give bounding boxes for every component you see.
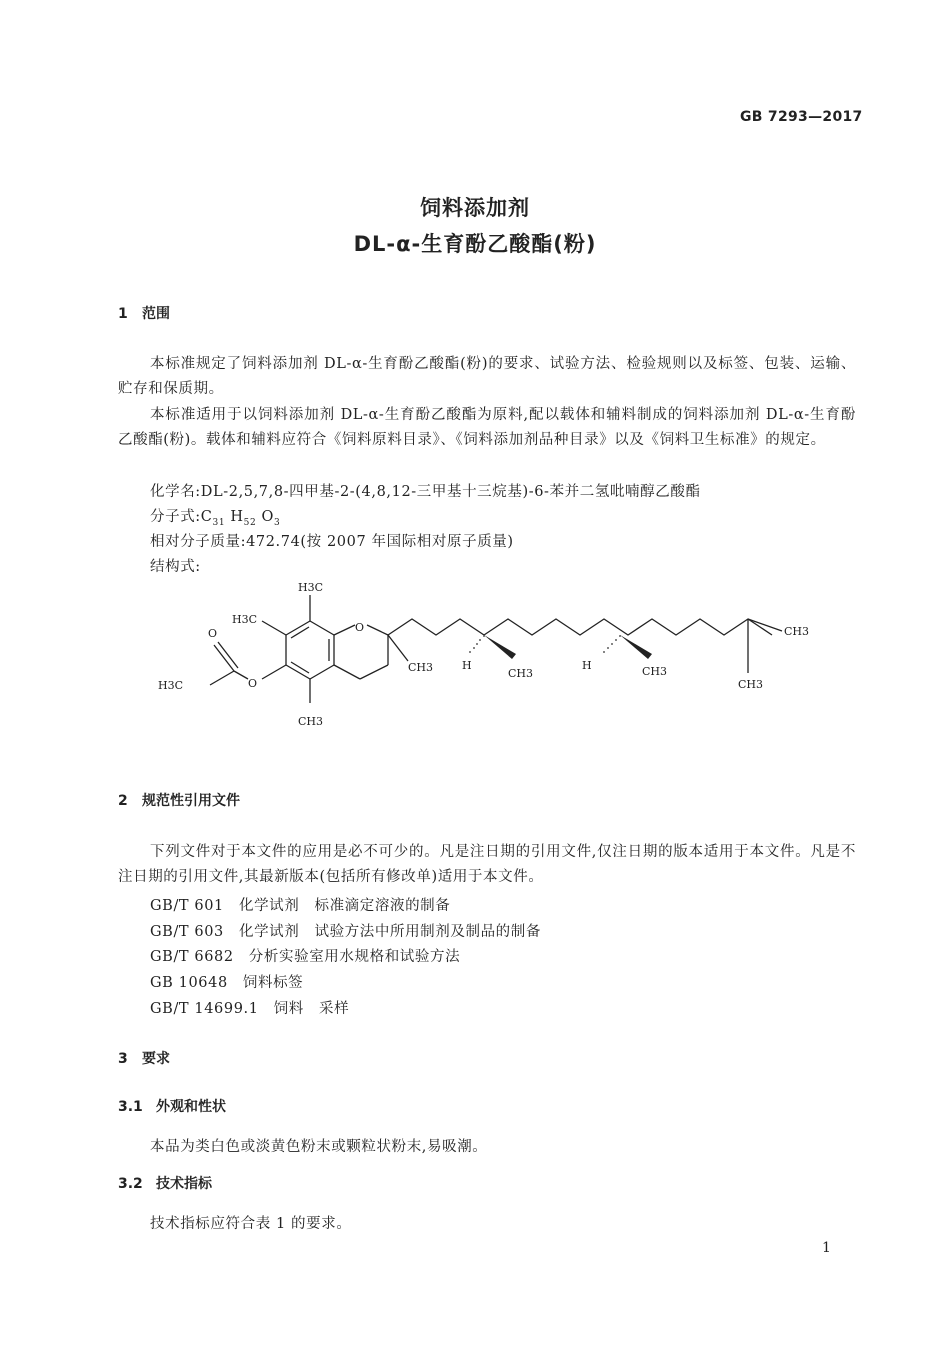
chemical-name: 化学名:DL-2,5,7,8-四甲基-2-(4,8,12-三甲基十三烷基)-6-苯并二氢吡喃醇乙酸酯 xyxy=(150,484,701,500)
structural-formula xyxy=(150,575,820,735)
label-h3c-left: H3C xyxy=(232,613,258,626)
section-number: 2 xyxy=(118,793,128,809)
label-ch3-end-2: CH3 xyxy=(738,678,764,691)
label-h-1: H xyxy=(462,659,472,672)
standard-number: GB 7293—2017 xyxy=(740,109,863,125)
molecular-formula xyxy=(150,505,280,528)
subsection-3-2-heading xyxy=(118,1173,212,1193)
label-o-ester: O xyxy=(248,677,258,690)
label-h-2: H xyxy=(582,659,592,672)
section-number: 3 xyxy=(118,1051,128,1067)
reference-item: GB/T 14699.1 饲料 采样 xyxy=(150,1001,350,1017)
label-h3c-acetyl: H3C xyxy=(158,679,184,692)
appearance-text: 本品为类白色或淡黄色粉末或颗粒状粉末,易吸潮。 xyxy=(150,1139,488,1155)
structure-label: 结构式: xyxy=(150,559,201,575)
subsection-number: 3.1 xyxy=(118,1099,143,1115)
formula-c-count: 31 xyxy=(212,517,226,528)
section-1-heading xyxy=(118,303,170,323)
label-o-carbonyl: O xyxy=(208,627,218,640)
technical-indicators-text: 技术指标应符合表 1 的要求。 xyxy=(150,1216,352,1232)
title-line-1: 饲料添加剂 xyxy=(420,196,530,220)
scope-paragraph-1: 本标准规定了饲料添加剂 DL-α-生育酚乙酸酯(粉)的要求、试验方法、检验规则以及标签、包装、运输、贮存和保质期。 xyxy=(118,356,856,397)
formula-h: H xyxy=(230,509,244,525)
section-3-heading xyxy=(118,1048,170,1068)
page-number: 1 xyxy=(822,1240,831,1256)
formula-label: 分子式: xyxy=(150,509,201,525)
section-number: 1 xyxy=(118,306,128,322)
subsection-title: 技术指标 xyxy=(156,1176,212,1192)
title-line-2: DL-α-生育酚乙酸酯(粉) xyxy=(353,232,597,256)
label-ch3-bottom: CH3 xyxy=(298,715,324,728)
label-ch3-end-1: CH3 xyxy=(784,625,810,638)
formula-h-count: 52 xyxy=(243,517,257,528)
label-h3c-top: H3C xyxy=(298,581,324,594)
formula-o-count: 3 xyxy=(274,517,281,528)
reference-item: GB 10648 饲料标签 xyxy=(150,975,304,991)
scope-paragraph-2: 本标准适用于以饲料添加剂 DL-α-生育酚乙酸酯为原料,配以载体和辅料制成的饲料添加剂 DL-α-生育酚乙酸酯(粉)。载体和辅料应符合《饲料原料目录》、《饲料添加剂品种目录》以及《饲料卫生标准》的规定。 xyxy=(118,407,856,448)
references-paragraph: 下列文件对于本文件的应用是必不可少的。凡是注日期的引用文件,仅注日期的版本适用于本文件。凡是不注日期的引用文件,其最新版本(包括所有修改单)适用于本文件。 xyxy=(118,844,856,885)
label-ch3-c8: CH3 xyxy=(642,665,668,678)
reference-item: GB/T 603 化学试剂 试验方法中所用制剂及制品的制备 xyxy=(150,924,541,940)
reference-item: GB/T 6682 分析实验室用水规格和试验方法 xyxy=(150,949,461,965)
section-title: 范围 xyxy=(142,306,170,322)
subsection-3-1-heading xyxy=(118,1096,226,1116)
label-ch3-c4: CH3 xyxy=(508,667,534,680)
section-title: 要求 xyxy=(142,1051,170,1067)
section-title: 规范性引用文件 xyxy=(142,793,240,809)
formula-o: O xyxy=(261,509,274,525)
formula-c: C xyxy=(200,509,213,525)
subsection-title: 外观和性状 xyxy=(156,1099,226,1115)
label-ch3-c2: CH3 xyxy=(408,661,434,674)
molecular-mass: 相对分子质量:472.74(按 2007 年国际相对原子质量) xyxy=(150,534,514,550)
label-o-ring: O xyxy=(355,621,365,634)
subsection-number: 3.2 xyxy=(118,1176,143,1192)
section-2-heading xyxy=(118,790,240,810)
reference-item: GB/T 601 化学试剂 标准滴定溶液的制备 xyxy=(150,898,451,914)
